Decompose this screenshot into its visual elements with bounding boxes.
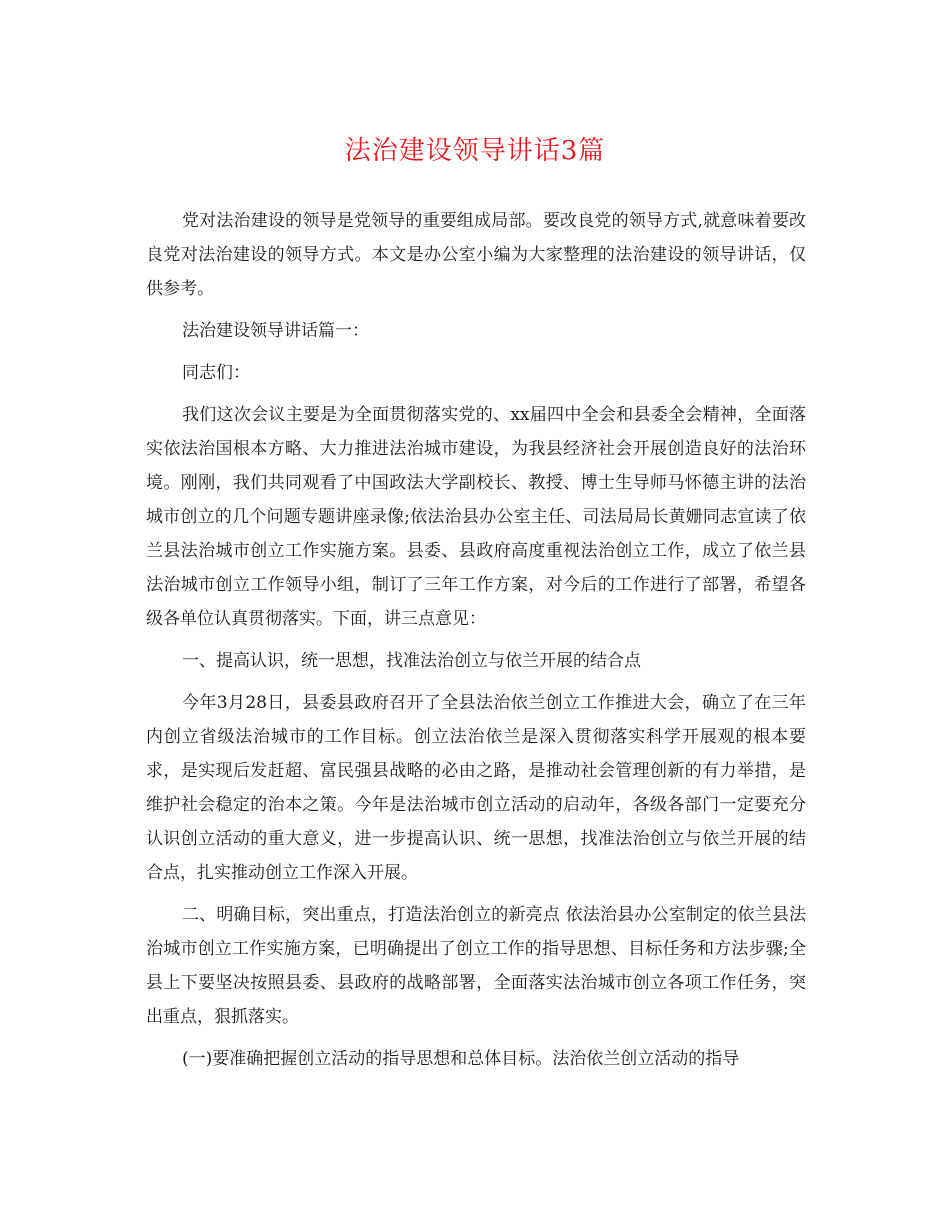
sub-point-one: (一)要准确把握创立活动的指导思想和总体目标。法治依兰创立活动的指导: [182, 1049, 740, 1069]
point-heading-two: 二、明确目标，突出重点，打造法治创立的新亮点 依法治县办公室制定的依兰县法治城市创立工作实施方案，已明确提出了创立工作的指导思想、目标任务和方法步骤;全县上下要坚决按照县委、县政府的战略部署，全面落实法治城市创立各项工作任务，突出重点，狠抓落实。: [146, 905, 806, 1027]
body-paragraph: 我们这次会议主要是为全面贯彻落实党的、xx届四中全会和县委全会精神，全面落实依法治国根本方略、大力推进法治城市建设，为我县经济社会开展创造良好的法治环境。刚刚，我们共同观看了中国政法大学副校长、教授、博士生导师马怀德主讲的法治城市创立的几个问题专题讲座录像;依法治县办公室主任、司法局局长黄姗同志宣读了依兰县法治城市创立工作实施方案。县委、县政府高度重视法治创立工作，成立了依兰县法治城市创立工作领导小组，制订了三年工作方案，对今后的工作进行了部署，希望各级各单位认真贯彻落实。下面，讲三点意见：: [146, 405, 806, 629]
point-heading-one: 一、提高认识，统一思想，找准法治创立与依兰开展的结合点: [182, 651, 641, 671]
section-heading-speech-one: 法治建设领导讲话篇一：: [182, 321, 369, 341]
document-body: [146, 204, 806, 1084]
intro-paragraph: 党对法治建设的领导是党领导的重要组成局部。要改良党的领导方式,就意味着要改良党对法治建设的领导方式。本文是办公室小编为大家整理的法治建设的领导讲话，仅供参考。: [146, 211, 806, 299]
body-paragraph: 今年3月28日，县委县政府召开了全县法治依兰创立工作推进大会，确立了在三年内创立省级法治城市的工作目标。创立法治依兰是深入贯彻落实科学开展观的根本要求，是实现后发赶超、富民强县战略的必由之路，是推动社会管理创新的有力举措，是维护社会稳定的治本之策。今年是法治城市创立活动的启动年，各级各部门一定要充分认识创立活动的重大意义，进一步提高认识、统一思想，找准法治创立与依兰开展的结合点，扎实推动创立工作深入开展。: [146, 693, 806, 883]
salutation: 同志们：: [182, 363, 250, 383]
document-title: 法治建设领导讲话3篇: [344, 136, 606, 166]
